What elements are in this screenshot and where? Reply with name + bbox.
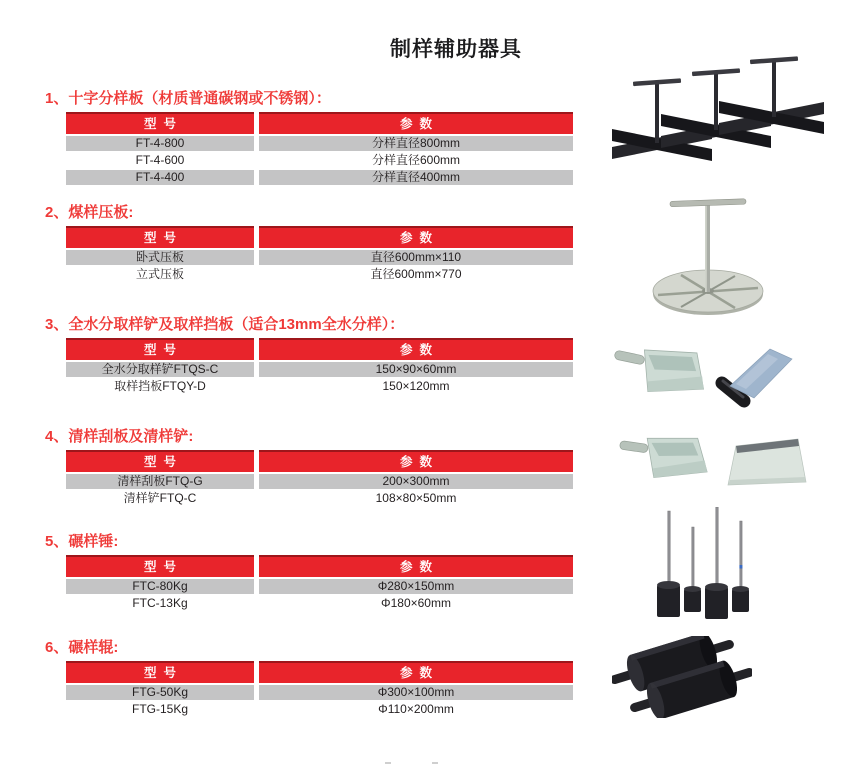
grinding-rollers-icon: [612, 636, 752, 718]
param-cell: 108×80×50mm: [375, 491, 457, 505]
model-cell: FT-4-400: [66, 170, 254, 185]
table-row: [66, 379, 573, 394]
footer-cutoff-mark: [385, 762, 391, 764]
table-row: [66, 702, 573, 717]
param-cell: Φ180×60mm: [381, 596, 451, 610]
spec-table: [66, 112, 573, 185]
spec-table: [66, 226, 573, 282]
model-cell: 全水分取样铲FTQS-C: [66, 362, 254, 377]
section-cross-dividers: [45, 90, 577, 187]
table-row: [66, 362, 573, 377]
section-heading: 1、十字分样板（材质普通碳钢或不锈钢）：: [45, 90, 331, 107]
model-cell: 清样铲FTQ-C: [123, 491, 197, 505]
model-cell: 清样刮板FTQ-G: [66, 474, 254, 489]
col-header-model: 型 号: [66, 661, 254, 683]
section-heading: 5、碾样锤:: [45, 533, 119, 550]
table-row: [66, 685, 573, 700]
table-row: [66, 136, 573, 151]
table-row: [66, 153, 573, 168]
spec-table: [66, 555, 573, 611]
table-row: [66, 579, 573, 594]
param-cell: 直径600mm×110: [259, 250, 573, 265]
section-heading: 6、碾样辊:: [45, 639, 119, 656]
model-cell: FTG-15Kg: [131, 702, 188, 716]
product-photo-grinding-rollers: [612, 636, 752, 718]
press-plate-icon: [648, 192, 768, 320]
col-header-param: 参 数: [259, 450, 573, 472]
model-cell: 取样挡板FTQY-D: [114, 379, 206, 393]
col-header-param: 参 数: [259, 661, 573, 683]
product-photo-cross-dividers: [612, 30, 824, 180]
section-heading: 2、煤样压板:: [45, 204, 134, 221]
section-moisture-scoop: [45, 316, 577, 396]
table-header-row: [66, 450, 573, 472]
model-cell: FTC-13Kg: [132, 596, 188, 610]
param-cell: 150×90×60mm: [259, 362, 573, 377]
param-cell: 150×120mm: [382, 379, 450, 393]
scoop-and-baffle-icon: [606, 336, 796, 421]
cross-dividers-icon: [612, 30, 824, 180]
param-cell: 直径600mm×770: [370, 267, 462, 281]
spec-table: [66, 338, 573, 394]
model-cell: FT-4-600: [135, 153, 185, 167]
col-header-model: 型 号: [66, 555, 254, 577]
table-header-row: [66, 338, 573, 360]
col-header-param: 参 数: [259, 555, 573, 577]
table-row: [66, 250, 573, 265]
param-cell: Φ300×100mm: [259, 685, 573, 700]
param-cell: 分样直径800mm: [259, 136, 573, 151]
spec-table: [66, 661, 573, 717]
page-title: 制样辅助器具: [390, 38, 522, 61]
col-header-model: 型 号: [66, 338, 254, 360]
table-row: [66, 491, 573, 506]
section-cleaning-tools: [45, 428, 577, 508]
section-press-plates: [45, 204, 577, 284]
footer-cutoff-mark: [432, 762, 438, 764]
table-row: [66, 596, 573, 611]
grinding-hammers-icon: [655, 507, 750, 619]
table-row: [66, 474, 573, 489]
table-header-row: [66, 112, 573, 134]
model-cell: FTC-80Kg: [66, 579, 254, 594]
model-cell: 卧式压板: [66, 250, 254, 265]
col-header-model: 型 号: [66, 450, 254, 472]
model-cell: 立式压板: [135, 267, 184, 281]
product-photo-grinding-hammers: [655, 507, 750, 619]
product-photo-press-plate: [648, 192, 768, 320]
table-row: [66, 170, 573, 185]
table-header-row: [66, 661, 573, 683]
section-grinding-hammers: [45, 533, 577, 613]
param-cell: Φ110×200mm: [378, 702, 454, 716]
spec-table: [66, 450, 573, 506]
param-cell: 分样直径600mm: [371, 153, 460, 167]
section-heading: 4、清样刮板及清样铲:: [45, 428, 194, 445]
model-cell: FT-4-800: [66, 136, 254, 151]
product-photo-scoop-and-baffle: [606, 336, 796, 421]
section-grinding-rollers: [45, 639, 577, 719]
param-cell: Φ280×150mm: [259, 579, 573, 594]
product-photo-scraper-and-scoop: [616, 430, 811, 500]
scraper-and-scoop-icon: [616, 430, 811, 500]
param-cell: 分样直径400mm: [259, 170, 573, 185]
col-header-model: 型 号: [66, 112, 254, 134]
col-header-model: 型 号: [66, 226, 254, 248]
section-heading: 3、全水分取样铲及取样挡板（适合13mm全水分样）：: [45, 316, 405, 333]
col-header-param: 参 数: [259, 226, 573, 248]
table-header-row: [66, 555, 573, 577]
table-header-row: [66, 226, 573, 248]
table-row: [66, 267, 573, 282]
col-header-param: 参 数: [259, 338, 573, 360]
model-cell: FTG-50Kg: [66, 685, 254, 700]
param-cell: 200×300mm: [259, 474, 573, 489]
col-header-param: 参 数: [259, 112, 573, 134]
